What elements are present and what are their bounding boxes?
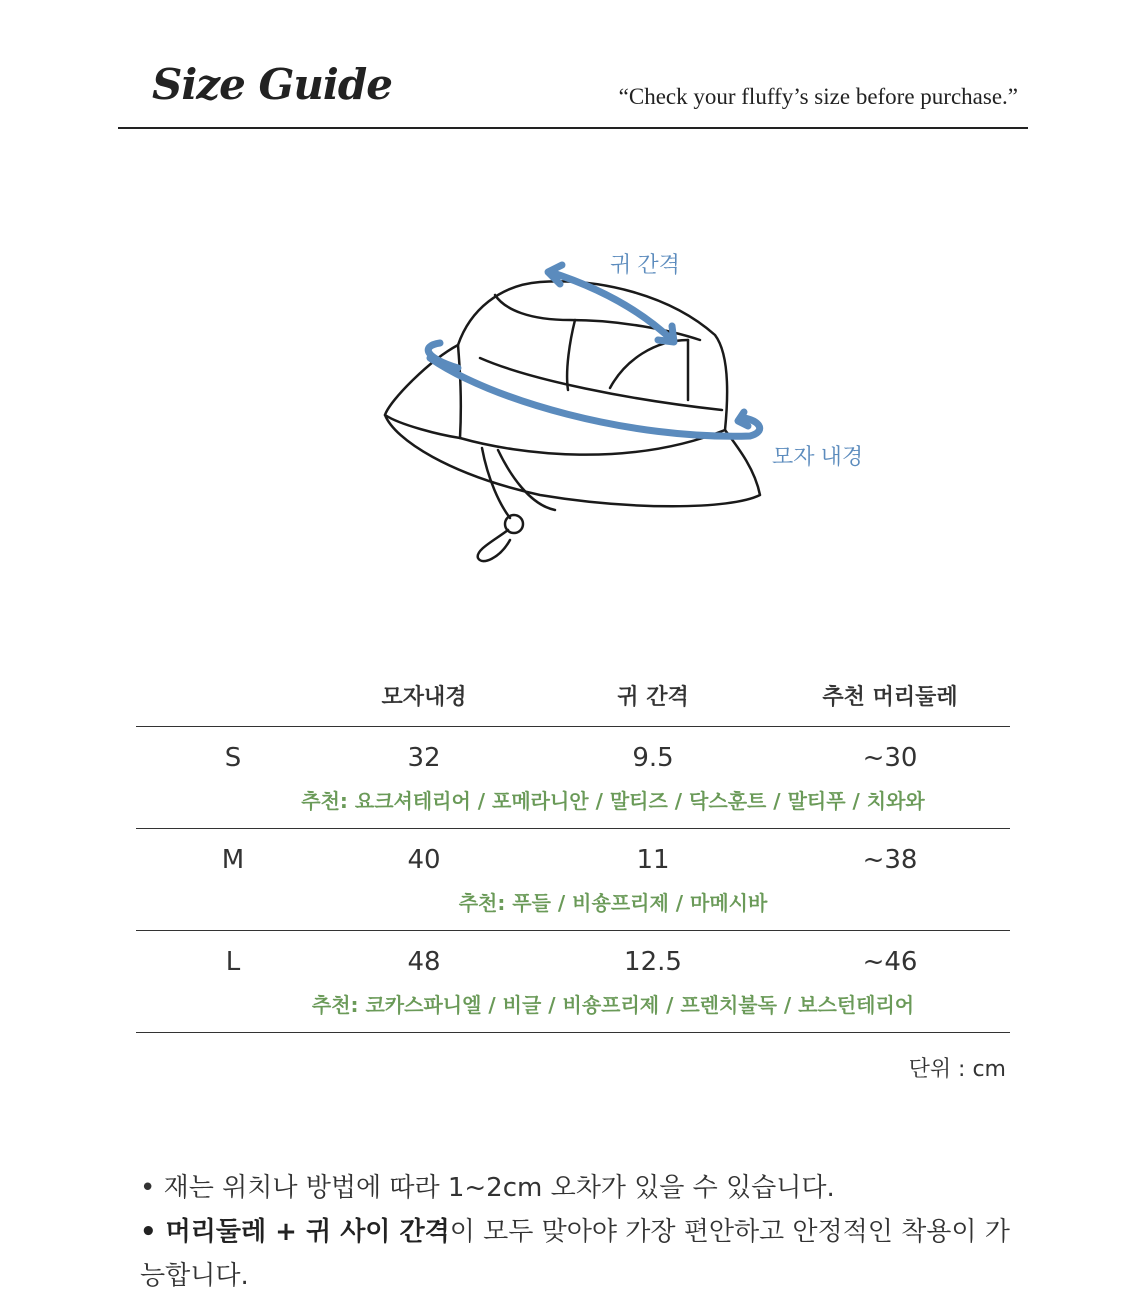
head-circumference-value: ~30	[862, 743, 918, 773]
size-label: L	[225, 947, 241, 977]
size-label: S	[224, 743, 242, 773]
head-circumference-value: ~46	[862, 947, 918, 977]
page-title: Size Guide	[152, 60, 392, 109]
header-head-circumference: 추천 머리둘레	[822, 685, 958, 710]
ear-span-value: 9.5	[632, 743, 674, 773]
inner-diameter-value: 32	[407, 743, 441, 773]
ear-span-label: 귀 간격	[610, 252, 680, 277]
bucket-hat-diagram	[370, 240, 890, 580]
header-divider	[118, 127, 1028, 129]
table-row-s	[136, 727, 1010, 829]
breed-recommendation: 추천: 코카스파니엘 / 비글 / 비숑프리제 / 프렌치불독 / 보스턴테리어	[311, 993, 915, 1017]
size-table	[136, 668, 1010, 1033]
ear-span-value: 11	[636, 845, 670, 875]
notes	[140, 1166, 1020, 1298]
inner-diameter-value: 48	[407, 947, 441, 977]
header-inner-diameter: 모자내경	[381, 685, 467, 710]
unit-label: 단위 : cm	[908, 1057, 1006, 1082]
inner-diameter-value: 40	[407, 845, 441, 875]
note-fit-emphasis: • 머리둘레 + 귀 사이 간격	[140, 1217, 450, 1247]
note-fit-advice	[140, 1210, 1020, 1298]
note-fit-text: 이 모두 맞아야 가장 편안하고 안정적인 착용이 가능합니다.	[140, 1217, 1010, 1291]
note-measurement-tolerance: • 재는 위치나 방법에 따라 1~2cm 오차가 있을 수 있습니다.	[140, 1173, 835, 1203]
size-label: M	[221, 845, 245, 875]
head-circumference-value: ~38	[862, 845, 918, 875]
ear-span-value: 12.5	[624, 947, 682, 977]
hat-illustration	[370, 240, 890, 580]
table-header	[136, 668, 1010, 727]
header-ear-span: 귀 간격	[617, 685, 689, 710]
tagline: “Check your fluffy’s size before purchase.”	[618, 84, 1018, 109]
breed-recommendation: 추천: 요크셔테리어 / 포메라니안 / 말티즈 / 닥스훈트 / 말티푸 / 치와와	[301, 789, 925, 813]
table-row-l	[136, 931, 1010, 1033]
table-row-m	[136, 829, 1010, 931]
breed-recommendation: 추천: 푸들 / 비숑프리제 / 마메시바	[458, 891, 768, 915]
inner-diameter-label: 모자 내경	[772, 444, 864, 469]
